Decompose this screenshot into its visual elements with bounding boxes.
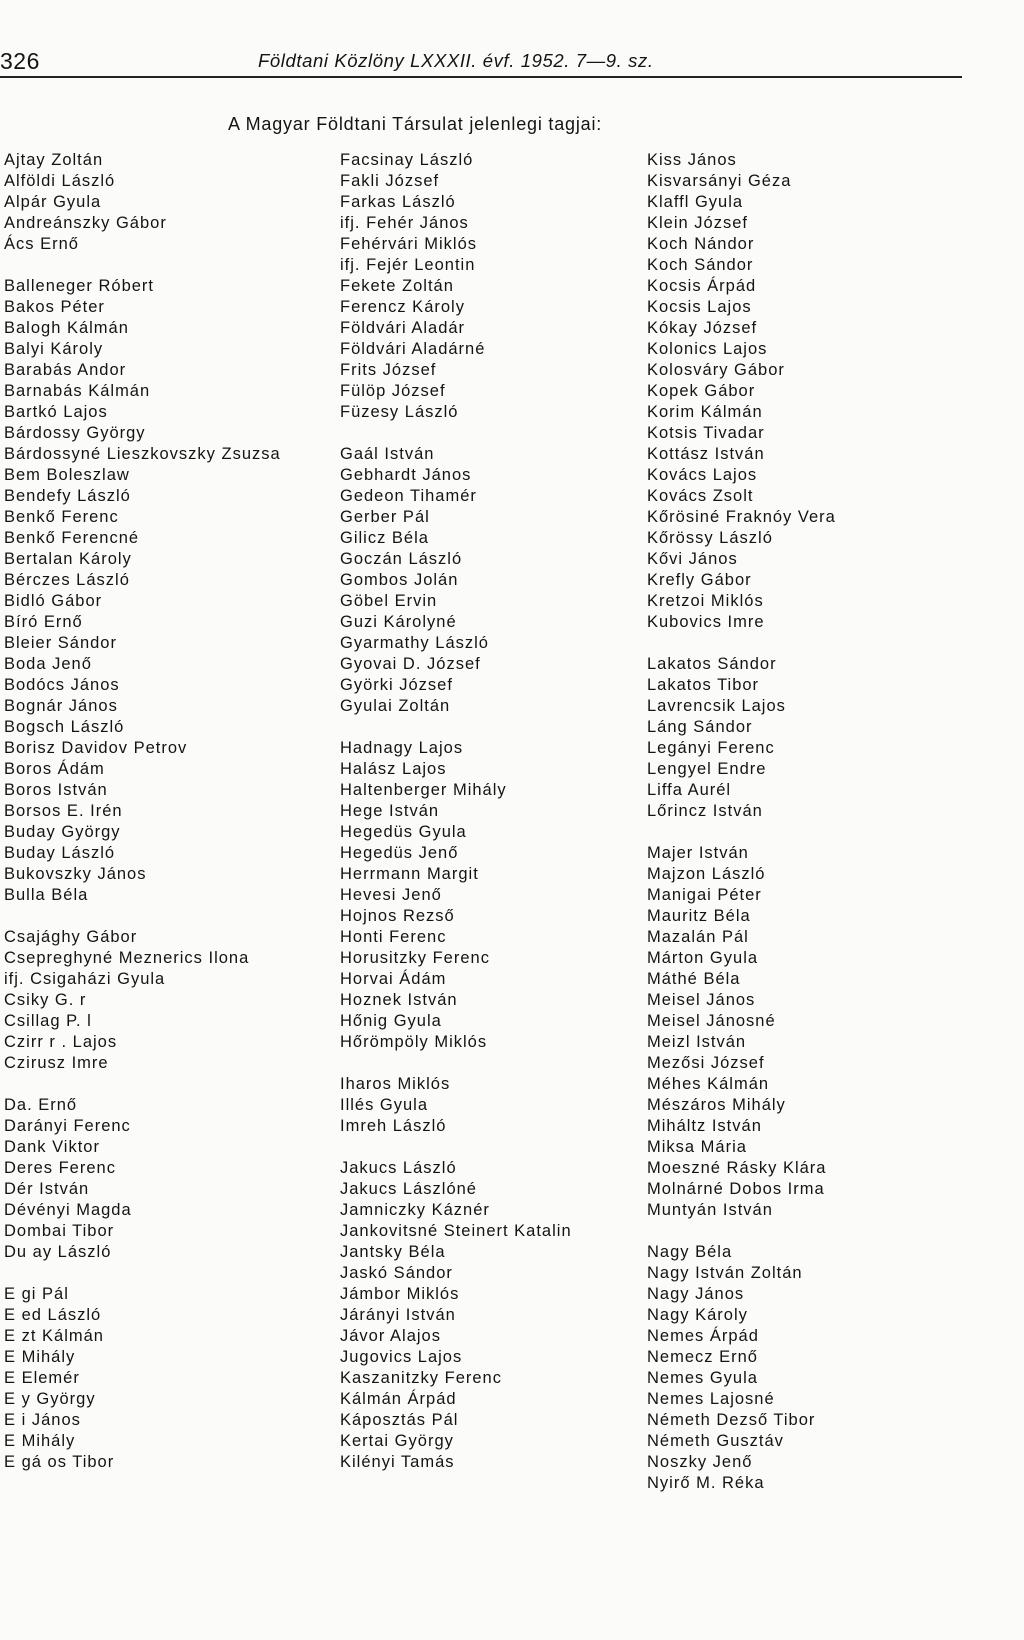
member-name: Mészáros Mihály bbox=[647, 1096, 786, 1114]
member-name: Kopek Gábor bbox=[647, 382, 756, 400]
member-name: Kottász István bbox=[647, 445, 765, 463]
member-name: Dombai Tibor bbox=[4, 1222, 115, 1240]
member-name: Horusitzky Ferenc bbox=[340, 949, 490, 967]
member-name: Kovács Lajos bbox=[647, 466, 758, 484]
page-header bbox=[0, 48, 979, 78]
member-name: Du ay László bbox=[4, 1243, 112, 1261]
member-name: Alpár Gyula bbox=[4, 193, 102, 211]
member-name: Bárdossy György bbox=[4, 424, 146, 442]
member-name: Darányi Ferenc bbox=[4, 1117, 131, 1135]
member-name: Bartkó Lajos bbox=[4, 403, 108, 421]
member-name: Krefly Gábor bbox=[647, 571, 752, 589]
member-name: Liffa Aurél bbox=[647, 781, 732, 799]
member-name: Lavrencsik Lajos bbox=[647, 697, 786, 715]
member-name: Gyarmathy László bbox=[340, 634, 489, 652]
member-name: Dévényi Magda bbox=[4, 1201, 132, 1219]
member-name: Balleneger Róbert bbox=[4, 277, 154, 295]
member-name: Deres Ferenc bbox=[4, 1159, 116, 1177]
member-name: Manigai Péter bbox=[647, 886, 762, 904]
member-name: Honti Ferenc bbox=[340, 928, 447, 946]
member-name: Bleier Sándor bbox=[4, 634, 117, 652]
member-name: Bogsch László bbox=[4, 718, 125, 736]
member-name: Bulla Béla bbox=[4, 886, 89, 904]
member-name: Németh Gusztáv bbox=[647, 1432, 784, 1450]
member-name: Mazalán Pál bbox=[647, 928, 749, 946]
member-name: Nemes Lajosné bbox=[647, 1390, 775, 1408]
member-name: Bakos Péter bbox=[4, 298, 105, 316]
member-name: Kertai György bbox=[340, 1432, 454, 1450]
member-name: Lőrincz István bbox=[647, 802, 763, 820]
member-name: Hőnig Gyula bbox=[340, 1012, 442, 1030]
member-name: Meisel János bbox=[647, 991, 756, 1009]
member-name: Csillag P. l bbox=[4, 1012, 92, 1030]
member-name: Haltenberger Mihály bbox=[340, 781, 507, 799]
member-name: Hevesi Jenő bbox=[340, 886, 442, 904]
member-name: Hegedüs Jenő bbox=[340, 844, 459, 862]
member-name: Csepreghyné Meznerics Ilona bbox=[4, 949, 250, 967]
member-name: Noszky Jenő bbox=[647, 1453, 753, 1471]
member-name: Miháltz István bbox=[647, 1117, 762, 1135]
member-name: Klein József bbox=[647, 214, 748, 232]
member-name: Korim Kálmán bbox=[647, 403, 763, 421]
member-name: Guzi Károlyné bbox=[340, 613, 457, 631]
member-name: Ajtay Zoltán bbox=[4, 151, 104, 169]
member-name: Csajághy Gábor bbox=[4, 928, 138, 946]
member-name: ifj. Fehér János bbox=[340, 214, 469, 232]
member-name: E gá os Tibor bbox=[4, 1453, 115, 1471]
member-name: Molnárné Dobos Irma bbox=[647, 1180, 825, 1198]
member-name: Bíró Ernő bbox=[4, 613, 83, 631]
member-name: Legányi Ferenc bbox=[647, 739, 775, 757]
member-name: Hőrömpöly Miklós bbox=[340, 1033, 488, 1051]
member-name: Máthé Béla bbox=[647, 970, 741, 988]
member-name: Gaál István bbox=[340, 445, 435, 463]
member-name: Hoznek István bbox=[340, 991, 458, 1009]
member-name: E ed László bbox=[4, 1306, 102, 1324]
member-name: Földvári Aladár bbox=[340, 319, 466, 337]
member-name: Kubovics Imre bbox=[647, 613, 765, 631]
member-name: Kőrösiné Fraknóy Vera bbox=[647, 508, 836, 526]
member-name: Bidló Gábor bbox=[4, 592, 103, 610]
member-name: Hadnagy Lajos bbox=[340, 739, 464, 757]
member-name: Földvári Aladárné bbox=[340, 340, 486, 358]
member-name: Buday László bbox=[4, 844, 116, 862]
member-name: Csiky G. r bbox=[4, 991, 87, 1009]
member-name: Fehérvári Miklós bbox=[340, 235, 478, 253]
member-name: Bérczes László bbox=[4, 571, 130, 589]
member-name: Da. Ernő bbox=[4, 1096, 78, 1114]
member-name: Horvai Ádám bbox=[340, 970, 447, 988]
member-name: Nemes Árpád bbox=[647, 1327, 759, 1345]
running-title: Földtani Közlöny LXXXII. évf. 1952. 7—9. sz. bbox=[258, 50, 654, 71]
member-name: Gyulai Zoltán bbox=[340, 697, 451, 715]
member-name: ifj. Csigaházi Gyula bbox=[4, 970, 166, 988]
member-name: Moeszné Rásky Klára bbox=[647, 1159, 827, 1177]
member-name: Lakatos Sándor bbox=[647, 655, 777, 673]
member-name: Dank Viktor bbox=[4, 1138, 100, 1156]
member-name: Jakucs Lászlóné bbox=[340, 1180, 477, 1198]
member-name: Nemecz Ernő bbox=[647, 1348, 758, 1366]
member-name: Bognár János bbox=[4, 697, 118, 715]
member-name: Bodócs János bbox=[4, 676, 120, 694]
member-name: Barnabás Kálmán bbox=[4, 382, 151, 400]
member-name: Ács Ernő bbox=[4, 235, 79, 253]
member-name: E gi Pál bbox=[4, 1285, 69, 1303]
member-name: Kiss János bbox=[647, 151, 737, 169]
member-name: E Mihály bbox=[4, 1432, 76, 1450]
member-name: Imreh László bbox=[340, 1117, 447, 1135]
member-name: Hege István bbox=[340, 802, 440, 820]
member-name: E Elemér bbox=[4, 1369, 80, 1387]
member-name: Jámbor Miklós bbox=[340, 1285, 460, 1303]
member-name: Balogh Kálmán bbox=[4, 319, 129, 337]
page-number: 326 bbox=[0, 48, 40, 74]
member-name: Göbel Ervin bbox=[340, 592, 438, 610]
member-name: Nagy Béla bbox=[647, 1243, 733, 1261]
member-name: Németh Dezső Tibor bbox=[647, 1411, 816, 1429]
member-name: Dér István bbox=[4, 1180, 90, 1198]
member-name: Kővi János bbox=[647, 550, 738, 568]
member-name: Andreánszky Gábor bbox=[4, 214, 167, 232]
member-name: E Mihály bbox=[4, 1348, 76, 1366]
member-name: Jaskó Sándor bbox=[340, 1264, 453, 1282]
member-name: ifj. Fejér Leontin bbox=[340, 256, 476, 274]
member-name: Benkő Ferencné bbox=[4, 529, 140, 547]
member-name: Bem Boleszlaw bbox=[4, 466, 130, 484]
member-name: Gedeon Tihamér bbox=[340, 487, 477, 505]
member-name: E zt Kálmán bbox=[4, 1327, 104, 1345]
member-name: Muntyán István bbox=[647, 1201, 773, 1219]
member-name: Gebhardt János bbox=[340, 466, 472, 484]
member-name: Jugovics Lajos bbox=[340, 1348, 463, 1366]
member-name: Márton Gyula bbox=[647, 949, 759, 967]
member-name: Czirr r . Lajos bbox=[4, 1033, 118, 1051]
member-name: Jantsky Béla bbox=[340, 1243, 446, 1261]
member-name: Járányi István bbox=[340, 1306, 456, 1324]
member-name: E y György bbox=[4, 1390, 96, 1408]
member-name: Mezősi József bbox=[647, 1054, 765, 1072]
member-name: Méhes Kálmán bbox=[647, 1075, 770, 1093]
member-name: Bárdossyné Lieszkovszky Zsuzsa bbox=[4, 445, 281, 463]
member-name: Farkas László bbox=[340, 193, 456, 211]
member-name: Kilényi Tamás bbox=[340, 1453, 455, 1471]
member-name: Majer István bbox=[647, 844, 749, 862]
member-name: Klaffl Gyula bbox=[647, 193, 744, 211]
member-name: Bendefy László bbox=[4, 487, 131, 505]
member-name: Györki József bbox=[340, 676, 453, 694]
section-heading: A Magyar Földtani Társulat jelenlegi tagjai: bbox=[228, 114, 603, 134]
member-name: Kaszanitzky Ferenc bbox=[340, 1369, 502, 1387]
member-name: Láng Sándor bbox=[647, 718, 753, 736]
member-name: Jakucs László bbox=[340, 1159, 457, 1177]
member-name: Meizl István bbox=[647, 1033, 747, 1051]
member-name: Czirusz Imre bbox=[4, 1054, 109, 1072]
member-name: Jankovitsné Steinert Katalin bbox=[340, 1222, 572, 1240]
member-name: Gyovai D. József bbox=[340, 655, 481, 673]
member-name: Lakatos Tibor bbox=[647, 676, 760, 694]
member-name: Kőrössy László bbox=[647, 529, 773, 547]
member-name: Balyi Károly bbox=[4, 340, 104, 358]
member-name: Gilicz Béla bbox=[340, 529, 429, 547]
member-name: Buday György bbox=[4, 823, 121, 841]
member-name: Fülöp József bbox=[340, 382, 446, 400]
member-name: Ferencz Károly bbox=[340, 298, 465, 316]
member-name: Lengyel Endre bbox=[647, 760, 767, 778]
member-name: Kretzoi Miklós bbox=[647, 592, 764, 610]
member-name: Facsinay László bbox=[340, 151, 474, 169]
member-name: Goczán László bbox=[340, 550, 463, 568]
member-name: Káposztás Pál bbox=[340, 1411, 459, 1429]
member-name: Barabás Andor bbox=[4, 361, 127, 379]
member-name: Borsos E. Irén bbox=[4, 802, 123, 820]
member-name: Nagy János bbox=[647, 1285, 745, 1303]
member-name: Jávor Alajos bbox=[340, 1327, 441, 1345]
member-name: Koch Nándor bbox=[647, 235, 755, 253]
member-name: Füzesy László bbox=[340, 403, 459, 421]
member-name: Hegedüs Gyula bbox=[340, 823, 467, 841]
member-name: Jamniczky Káznér bbox=[340, 1201, 490, 1219]
member-name: Boda Jenő bbox=[4, 655, 92, 673]
member-name: Gerber Pál bbox=[340, 508, 430, 526]
member-name: Kolosváry Gábor bbox=[647, 361, 785, 379]
member-name: Benkő Ferenc bbox=[4, 508, 119, 526]
member-name: Majzon László bbox=[647, 865, 766, 883]
member-name: Kókay József bbox=[647, 319, 758, 337]
member-name: Kisvarsányi Géza bbox=[647, 172, 792, 190]
member-name: Iharos Miklós bbox=[340, 1075, 451, 1093]
member-name: Boros Ádám bbox=[4, 760, 105, 778]
member-name: Boros István bbox=[4, 781, 108, 799]
member-name: Nagy Károly bbox=[647, 1306, 748, 1324]
member-name: Kotsis Tivadar bbox=[647, 424, 765, 442]
member-name: Miksa Mária bbox=[647, 1138, 747, 1156]
member-name: Kocsis Árpád bbox=[647, 277, 757, 295]
member-name: Kolonics Lajos bbox=[647, 340, 768, 358]
member-name: Bukovszky János bbox=[4, 865, 147, 883]
member-name: Kálmán Árpád bbox=[340, 1390, 457, 1408]
member-name: E i János bbox=[4, 1411, 81, 1429]
member-name: Koch Sándor bbox=[647, 256, 754, 274]
member-name: Borisz Davidov Petrov bbox=[4, 739, 188, 757]
member-name: Illés Gyula bbox=[340, 1096, 429, 1114]
member-name: Fakli József bbox=[340, 172, 440, 190]
member-name: Kocsis Lajos bbox=[647, 298, 752, 316]
member-name: Mauritz Béla bbox=[647, 907, 751, 925]
member-name: Hojnos Rezső bbox=[340, 907, 455, 925]
member-name: Nemes Gyula bbox=[647, 1369, 758, 1387]
header-rule bbox=[0, 76, 962, 78]
member-name: Halász Lajos bbox=[340, 760, 447, 778]
member-name: Meisel Jánosné bbox=[647, 1012, 776, 1030]
member-name: Nagy István Zoltán bbox=[647, 1264, 803, 1282]
member-name: Alföldi László bbox=[4, 172, 116, 190]
member-name: Gombos Jolán bbox=[340, 571, 459, 589]
member-name: Nyirő M. Réka bbox=[647, 1474, 765, 1492]
member-name: Kovács Zsolt bbox=[647, 487, 754, 505]
member-name: Fekete Zoltán bbox=[340, 277, 454, 295]
member-name: Herrmann Margit bbox=[340, 865, 479, 883]
member-name: Frits József bbox=[340, 361, 437, 379]
member-name: Bertalan Károly bbox=[4, 550, 132, 568]
